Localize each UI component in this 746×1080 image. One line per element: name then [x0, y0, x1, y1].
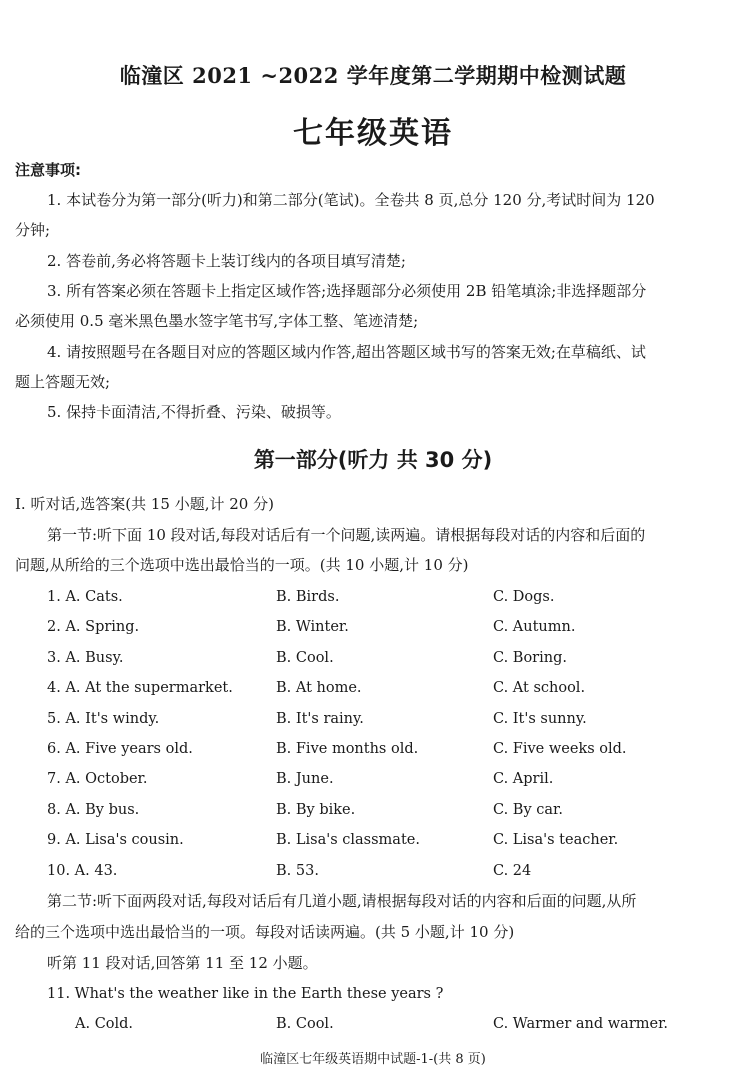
note-line: 2. 答卷前,务必将答题卡上装订线内的各项目填写清楚;	[47, 252, 406, 270]
option-b: B. 53.	[276, 863, 319, 879]
option-b: B. June.	[276, 771, 334, 787]
option-b: B. Cool.	[276, 1016, 334, 1032]
option-b: B. Winter.	[276, 619, 349, 635]
note-line: 4. 请按照题号在各题目对应的答题区域内作答,超出答题区域书写的答案无效;在草稿纸、试	[47, 343, 646, 361]
option-a: A. Cold.	[75, 1016, 134, 1032]
option-a: 2. A. Spring.	[47, 619, 140, 635]
option-c: C. It's sunny.	[493, 711, 587, 727]
option-c: C. Lisa's teacher.	[493, 832, 619, 848]
option-c: C. Dogs.	[493, 589, 555, 605]
option-b: B. Cool.	[276, 650, 334, 666]
option-c: C. At school.	[493, 680, 586, 696]
note-line: 1. 本试卷分为第一部分(听力)和第二部分(笔试)。全卷共 8 页,总分 120 分,考试时间为 120	[47, 191, 655, 209]
option-a: 3. A. Busy.	[47, 650, 124, 666]
option-c: C. Five weeks old.	[493, 741, 627, 757]
section1-intro: 问题,从所给的三个选项中选出最恰当的一项。(共 10 小题,计 10 分)	[15, 556, 469, 574]
option-c: C. 24	[493, 863, 532, 879]
part1-title: 第一部分(听力 共 30 分)	[253, 448, 493, 472]
question-11: 11. What's the weather like in the Earth these years ?	[47, 986, 444, 1002]
notes-heading: 注意事项:	[15, 161, 81, 179]
option-b: B. At home.	[276, 680, 362, 696]
subject-title: 七年级英语	[293, 116, 453, 151]
note-line: 分钟;	[15, 221, 51, 239]
option-c: C. By car.	[493, 802, 563, 818]
option-c: C. April.	[493, 771, 554, 787]
option-a: 10. A. 43.	[47, 863, 118, 879]
option-b: B. It's rainy.	[276, 711, 364, 727]
option-a: 9. A. Lisa's cousin.	[47, 832, 184, 848]
section1-intro: 第一节:听下面 10 段对话,每段对话后有一个问题,读两遍。请根据每段对话的内容和后面的	[47, 526, 646, 544]
option-a: 5. A. It's windy.	[47, 711, 160, 727]
option-a: 4. A. At the supermarket.	[47, 680, 233, 696]
option-a: 6. A. Five years old.	[47, 741, 193, 757]
option-b: B. Five months old.	[276, 741, 419, 757]
page-footer: 临潼区七年级英语期中试题-1-(共 8 页)	[260, 1052, 486, 1067]
note-line: 5. 保持卡面清洁,不得折叠、污染、破损等。	[47, 403, 341, 421]
section2-intro: 给的三个选项中选出最恰当的一项。每段对话读两遍。(共 5 小题,计 10 分)	[15, 923, 515, 941]
option-a: 7. A. October.	[47, 771, 148, 787]
note-line: 3. 所有答案必须在答题卡上指定区域作答;选择题部分必须使用 2B 铅笔填涂;非选择题部分	[47, 282, 647, 300]
option-a: 1. A. Cats.	[47, 589, 123, 605]
option-b: B. By bike.	[276, 802, 356, 818]
option-b: B. Birds.	[276, 589, 340, 605]
option-c: C. Autumn.	[493, 619, 576, 635]
note-line: 必须使用 0.5 毫米黑色墨水签字笔书写,字体工整、笔迹清楚;	[15, 312, 419, 330]
exam-title: 临潼区 2021 ~2022 学年度第二学期期中检测试题	[119, 63, 627, 88]
section2-instruction: 听第 11 段对话,回答第 11 至 12 小题。	[47, 954, 318, 972]
section1-heading: I. 听对话,选答案(共 15 小题,计 20 分)	[15, 495, 274, 513]
option-c: C. Warmer and warmer.	[493, 1016, 669, 1032]
option-a: 8. A. By bus.	[47, 802, 140, 818]
section2-intro: 第二节:听下面两段对话,每段对话后有几道小题,请根据每段对话的内容和后面的问题,从所	[47, 892, 637, 910]
option-c: C. Boring.	[493, 650, 567, 666]
option-b: B. Lisa's classmate.	[276, 832, 420, 848]
note-line: 题上答题无效;	[15, 373, 111, 391]
